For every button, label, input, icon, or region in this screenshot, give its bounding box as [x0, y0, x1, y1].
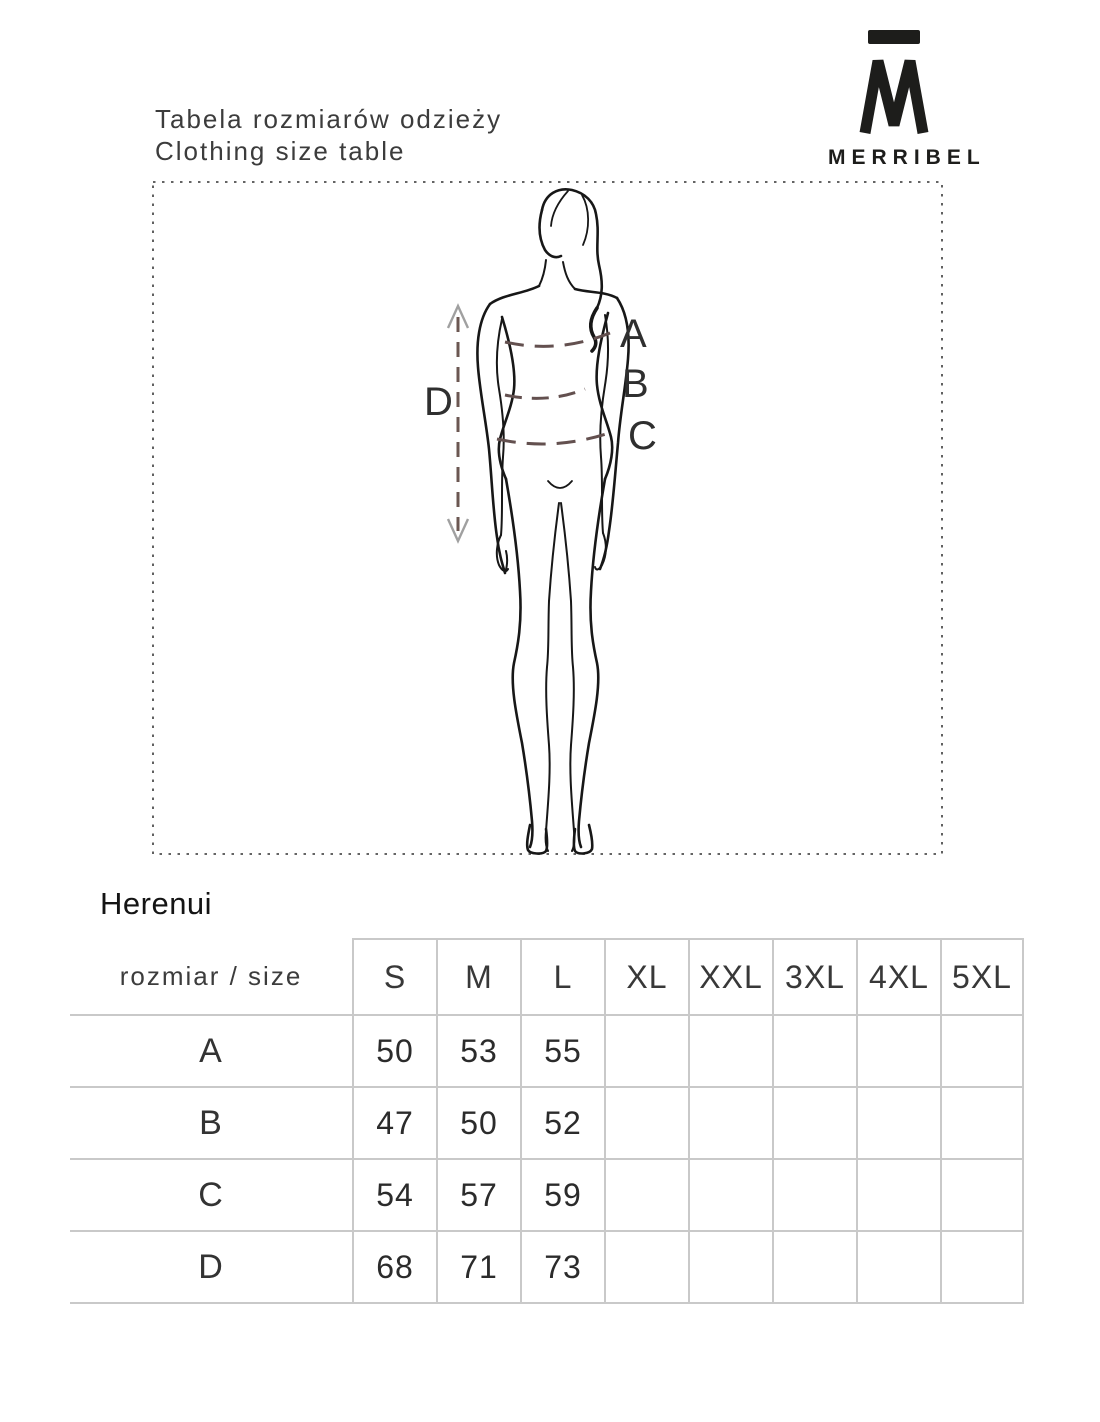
size-cell: [688, 1016, 772, 1088]
size-cell: [604, 1232, 688, 1304]
row-header-label: rozmiar / size: [70, 938, 352, 1016]
size-cell: [772, 1160, 856, 1232]
row-label-d: D: [70, 1232, 352, 1304]
label-length: D: [424, 380, 453, 424]
row-label-c: C: [70, 1160, 352, 1232]
size-cell: 52: [520, 1088, 604, 1160]
row-label-a: A: [70, 1016, 352, 1088]
column-header-xl: XL: [604, 938, 688, 1016]
size-cell: 50: [352, 1016, 436, 1088]
size-cell: [604, 1016, 688, 1088]
row-label-b: B: [70, 1088, 352, 1160]
label-waist: B: [622, 362, 649, 406]
title-polish: Tabela rozmiarów odzieży: [155, 104, 503, 134]
size-cell: [688, 1232, 772, 1304]
size-cell: 73: [520, 1232, 604, 1304]
size-cell: [940, 1232, 1024, 1304]
size-cell: [940, 1160, 1024, 1232]
size-cell: [856, 1232, 940, 1304]
size-cell: 47: [352, 1088, 436, 1160]
hip-line: [497, 431, 615, 444]
waist-line: [505, 389, 585, 398]
merribel-m-icon: [855, 25, 933, 137]
size-cell: 53: [436, 1016, 520, 1088]
column-header-3xl: 3XL: [772, 938, 856, 1016]
size-cell: 68: [352, 1232, 436, 1304]
size-cell: [856, 1160, 940, 1232]
measurement-lines: [448, 306, 615, 541]
size-cell: [688, 1088, 772, 1160]
column-header-m: M: [436, 938, 520, 1016]
brand-logo: [828, 25, 986, 170]
size-cell: 59: [520, 1160, 604, 1232]
column-header-s: S: [352, 938, 436, 1016]
size-cell: [688, 1160, 772, 1232]
size-cell: [856, 1088, 940, 1160]
column-header-4xl: 4XL: [856, 938, 940, 1016]
size-cell: 54: [352, 1160, 436, 1232]
size-cell: [604, 1160, 688, 1232]
size-cell: [772, 1088, 856, 1160]
size-cell: [940, 1088, 1024, 1160]
page-title: [155, 103, 502, 167]
size-cell: [604, 1088, 688, 1160]
body-sketch: [477, 189, 628, 853]
size-cell: 50: [436, 1088, 520, 1160]
label-bust: A: [620, 312, 647, 356]
column-header-l: L: [520, 938, 604, 1016]
size-cell: 57: [436, 1160, 520, 1232]
brand-name: MERRIBEL: [828, 146, 986, 169]
size-table: [70, 938, 1024, 1304]
size-diagram: [152, 181, 943, 855]
size-cell: [940, 1016, 1024, 1088]
size-cell: [772, 1232, 856, 1304]
croquis-figure-icon: [152, 181, 943, 855]
label-hip: C: [628, 414, 657, 458]
dotted-border: [153, 182, 942, 854]
size-cell: 71: [436, 1232, 520, 1304]
column-header-xxl: XXL: [688, 938, 772, 1016]
column-header-5xl: 5XL: [940, 938, 1024, 1016]
size-cell: 55: [520, 1016, 604, 1088]
measurement-labels: [424, 312, 657, 458]
title-english: Clothing size table: [155, 136, 406, 166]
product-name: Herenui: [100, 886, 213, 921]
size-cell: [772, 1016, 856, 1088]
size-cell: [856, 1016, 940, 1088]
